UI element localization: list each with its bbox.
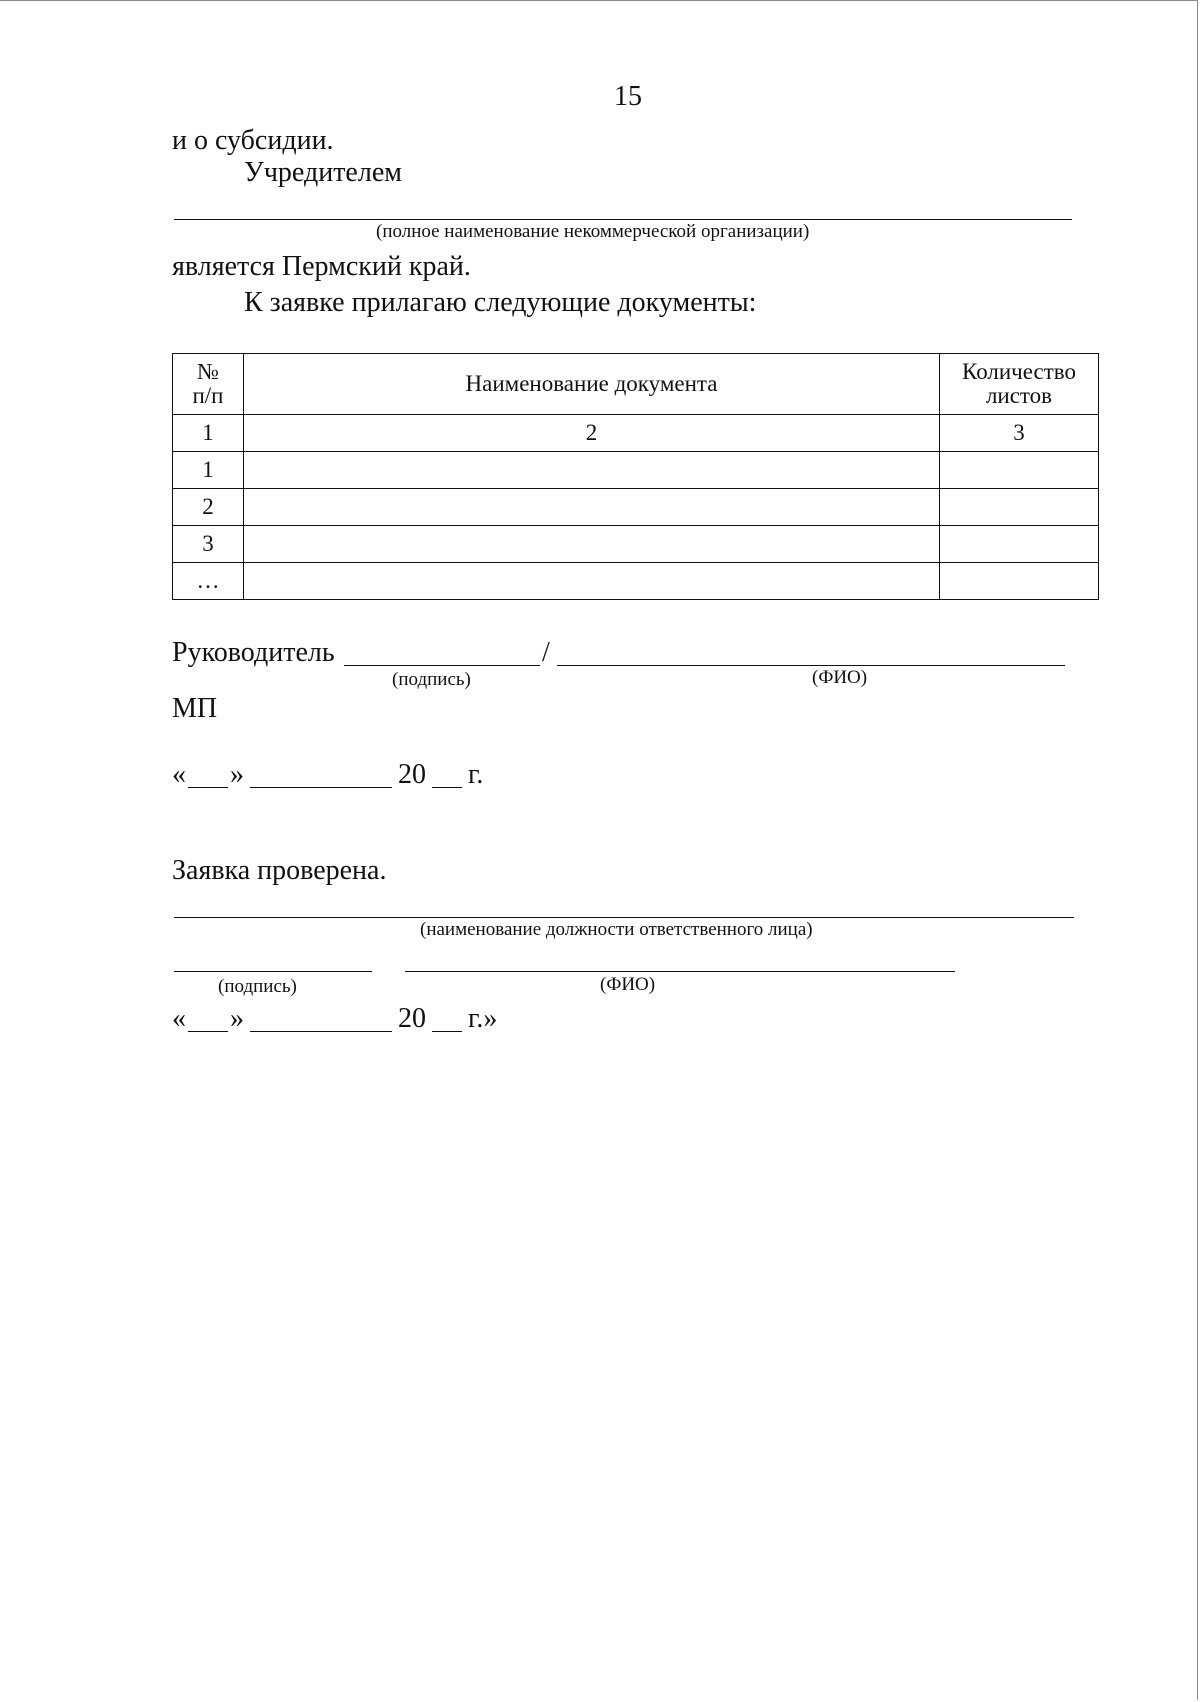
table-row [173,563,1099,600]
table-cell [940,452,1099,489]
header-sheet-count-label: Количество листов [962,359,1076,408]
table-cell: 1 [173,415,244,452]
checker-fio-blank [405,971,955,972]
date2-year-prefix: 20 [398,1003,426,1034]
table-row [173,452,1099,489]
table-header-row [173,354,1099,415]
date2-month-blank [250,1031,392,1032]
head-signature-blank [344,665,540,666]
date-year-suffix: г. [468,759,484,790]
documents-table [172,353,1099,600]
table-cell: 3 [173,526,244,563]
table-cell [244,563,940,600]
header-sheet-count [940,354,1099,415]
header-number-label: № п/п [192,359,224,408]
date2-year-suffix: г.» [468,1003,498,1034]
position-blank [174,917,1074,918]
checker-signature-blank [174,971,372,972]
table-cell: … [173,563,244,600]
head-fio-blank [557,665,1065,666]
table-cell [940,563,1099,600]
table-cell [940,489,1099,526]
org-caption: (полное наименование некоммерческой организации) [376,221,810,242]
page-number: 15 [614,81,642,112]
table-cell: 3 [940,415,1099,452]
slash: / [542,637,550,668]
table-cell [244,526,940,563]
signature-caption-2: (подпись) [218,976,297,997]
date2-day-blank [188,1031,228,1032]
region-line: является Пермский край. [172,251,471,282]
position-caption: (наименование должности ответственного лица) [420,919,813,940]
checked-label: Заявка проверена. [172,855,387,886]
header-document-name-label: Наименование документа [465,371,718,396]
table-row [173,489,1099,526]
table-cell [244,452,940,489]
head-label: Руководитель [172,637,335,668]
table-cell: 2 [244,415,940,452]
signature-caption: (подпись) [392,669,471,690]
table-cell [244,489,940,526]
date-day-blank [188,787,228,788]
table-row [173,415,1099,452]
date-year-blank [432,787,462,788]
header-number [173,354,244,415]
intro-line: и о субсидии. [172,125,334,156]
table-row [173,526,1099,563]
table-cell [940,526,1099,563]
founder-label: Учредителем [244,157,402,188]
header-document-name [244,354,940,415]
table-cell: 2 [173,489,244,526]
date-year-prefix: 20 [398,759,426,790]
fio-caption-2: (ФИО) [600,974,656,995]
date-month-blank [250,787,392,788]
stamp-label: МП [172,693,218,724]
date2-close-quote: » [230,1003,244,1034]
org-name-blank [174,219,1072,220]
attach-line: К заявке прилагаю следующие документы: [244,287,757,318]
table-cell: 1 [173,452,244,489]
date2-year-blank [432,1031,462,1032]
date2-open-quote: « [172,1003,186,1034]
fio-caption: (ФИО) [812,667,868,688]
date-close-quote: » [230,759,244,790]
date-open-quote: « [172,759,186,790]
